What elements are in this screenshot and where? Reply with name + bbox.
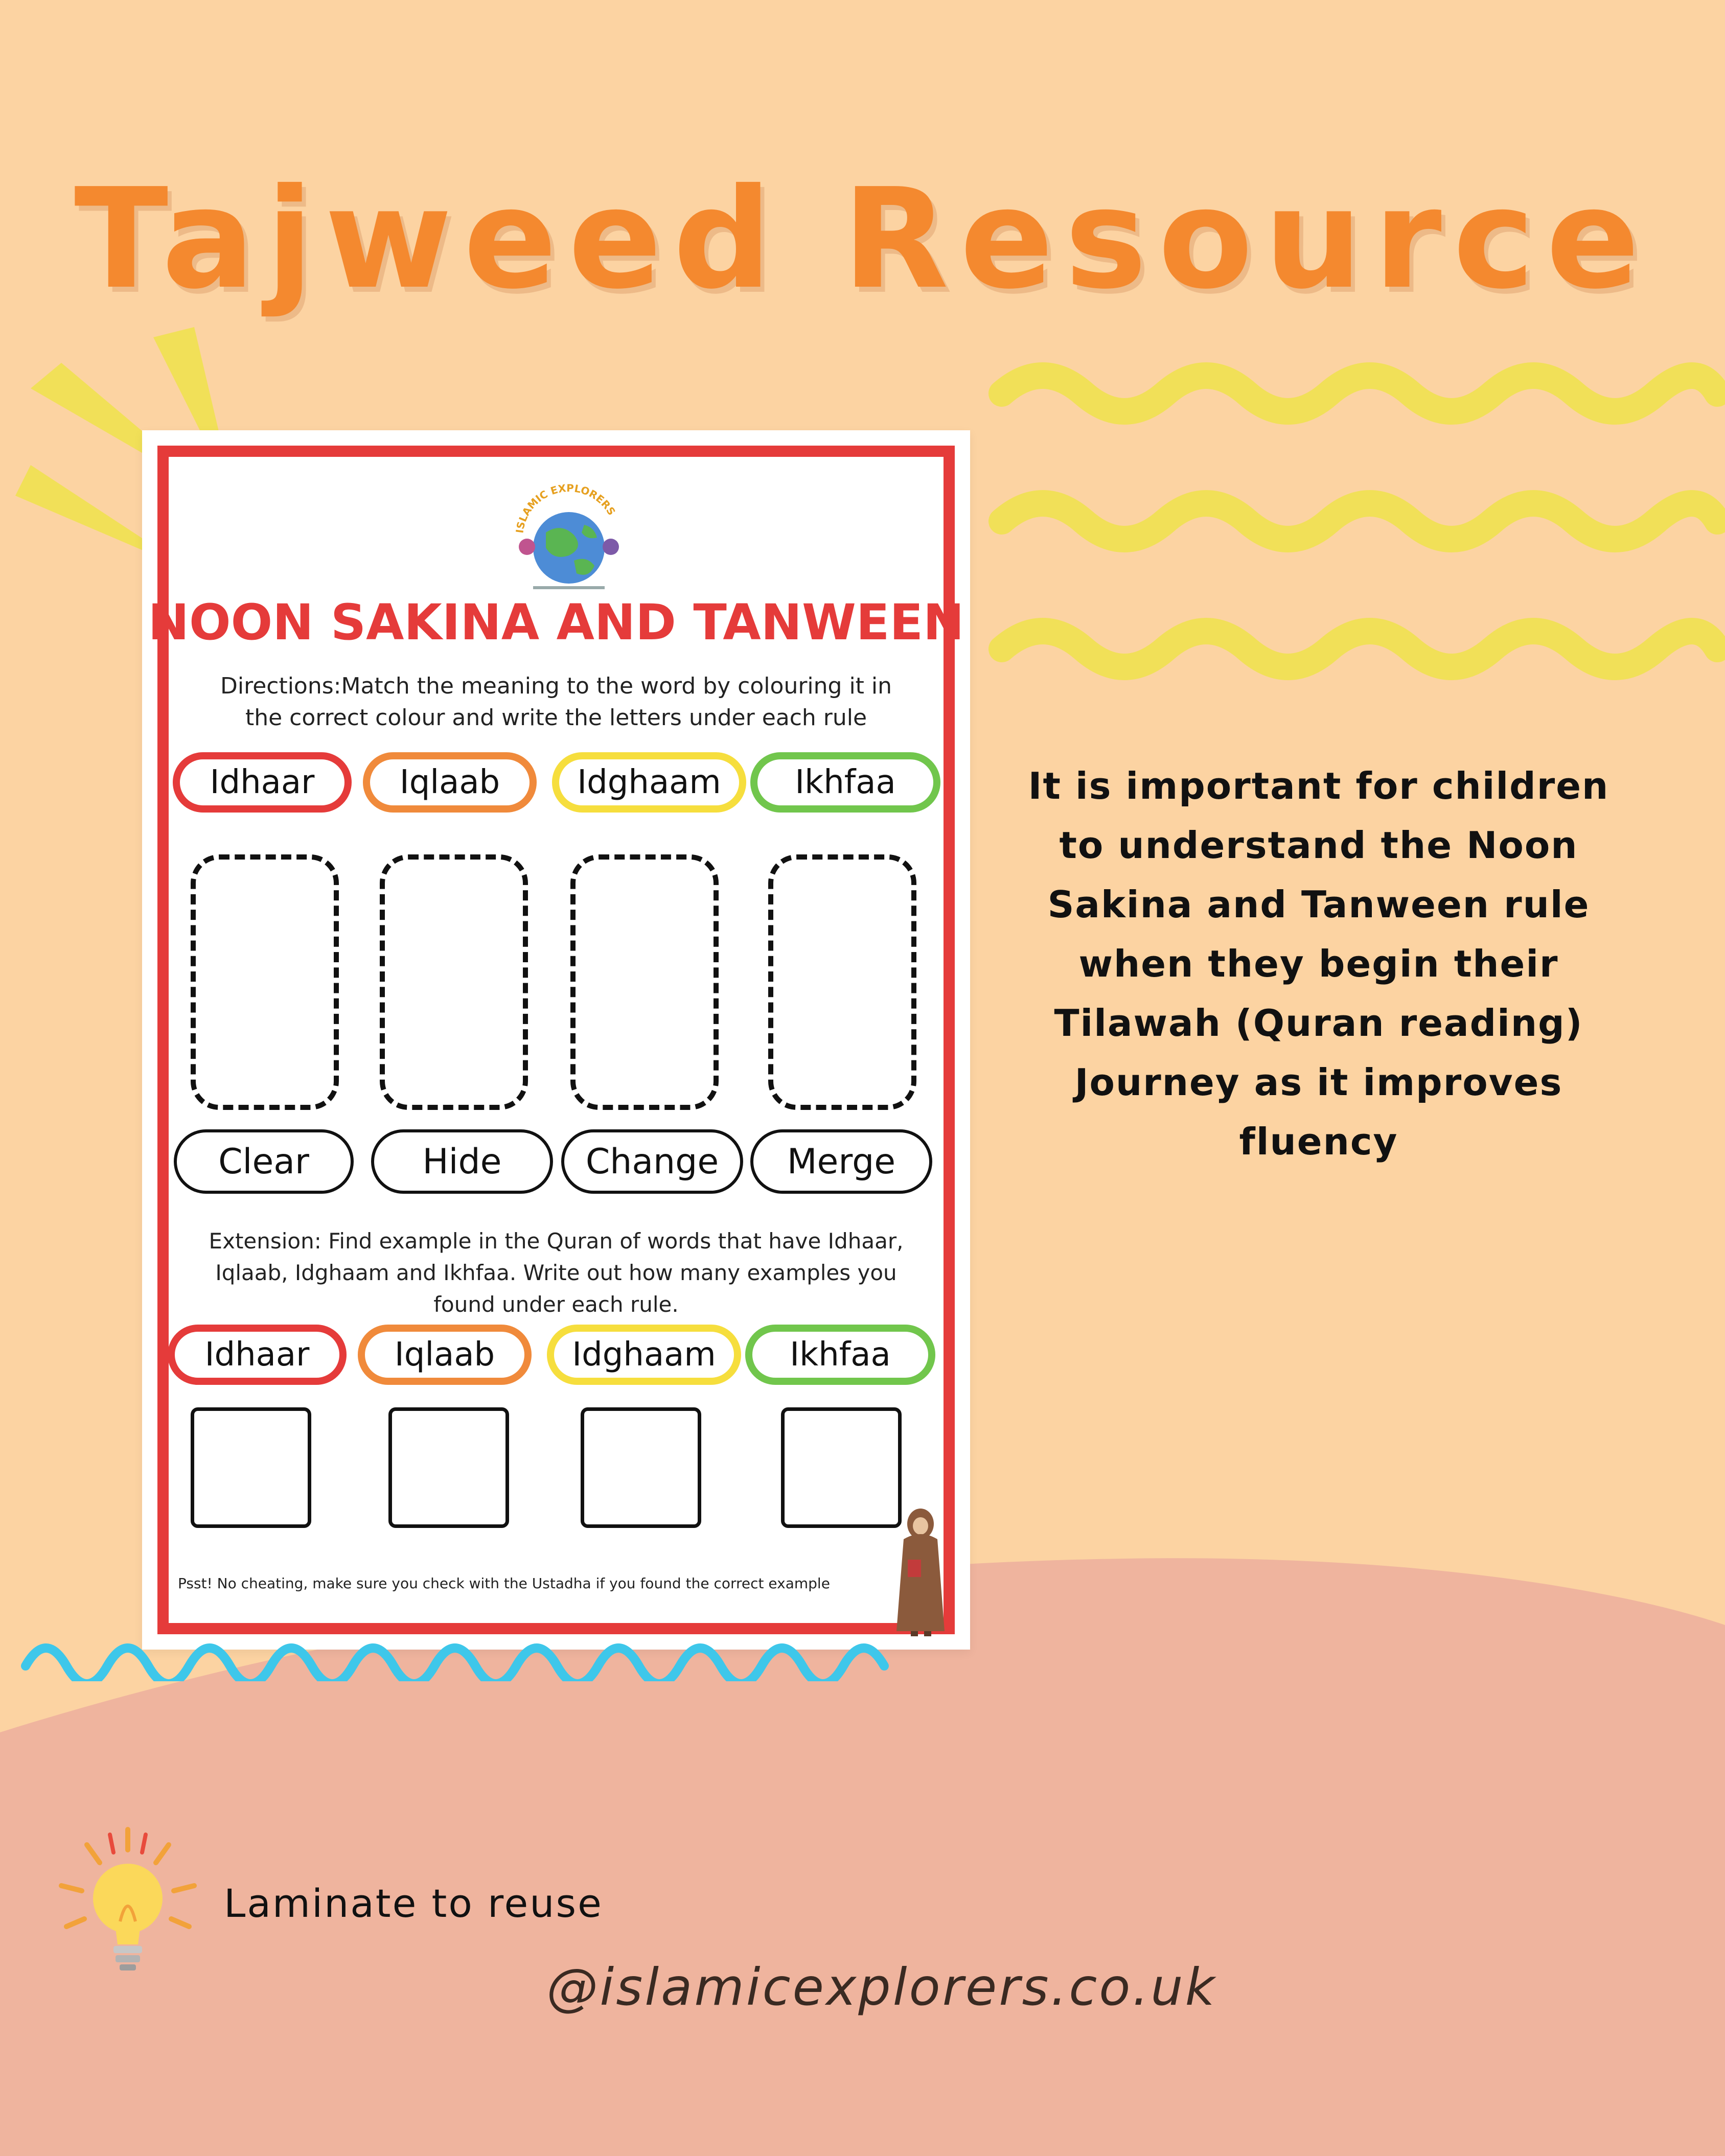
- rule-pill-ikhfaa: Ikhfaa: [745, 1325, 935, 1385]
- answer-box[interactable]: [581, 1407, 701, 1528]
- lightbulb-icon: [51, 1824, 204, 1978]
- rule-pill-iqlaab: Iqlaab: [363, 752, 537, 813]
- letters-box[interactable]: [768, 854, 916, 1110]
- answer-box[interactable]: [388, 1407, 509, 1528]
- rule-pill-idhaar: Idhaar: [173, 752, 352, 813]
- answer-box[interactable]: [781, 1407, 902, 1528]
- logo-text: ISLAMIC EXPLORERS: [513, 481, 618, 534]
- rule-pill-idghaam: Idghaam: [547, 1325, 741, 1385]
- wave-decoration: [986, 358, 1725, 726]
- worksheet: [142, 430, 970, 1650]
- rule-pill-idghaam: Idghaam: [552, 752, 746, 813]
- worksheet-directions: Directions:Match the meaning to the word by colouring it in the correct colour and write the letters under each rule: [220, 673, 892, 731]
- letters-box[interactable]: [570, 854, 719, 1110]
- meaning-pill-clear: Clear: [174, 1129, 354, 1194]
- letters-box[interactable]: [380, 854, 528, 1110]
- page-title: Tajweed Resource: [74, 158, 1651, 319]
- meaning-pill-change: Change: [561, 1129, 743, 1194]
- description-text: It is important for children to understand the Noon Sakina and Tanween rule when they begin their Tilawah (Quran reading) Journey as it improves fluency: [1028, 764, 1609, 1163]
- worksheet-extension: Extension: Find example in the Quran of words that have Idhaar, Iqlaab, Idghaam and Ikhfaa. Write out how many examples you found under each rule.: [209, 1228, 904, 1317]
- letters-box[interactable]: [191, 854, 339, 1110]
- teacher-figure: [892, 1503, 949, 1636]
- website-link[interactable]: @islamicexplorers.co.uk: [546, 1957, 1217, 2017]
- globe-logo: [497, 476, 640, 594]
- wave-decoration-blue: [20, 1620, 930, 1681]
- rules-row: [173, 752, 939, 819]
- worksheet-footer: Psst! No cheating, make sure you check with the Ustadha if you found the correct example: [178, 1575, 830, 1592]
- laminate-label: Laminate to reuse: [224, 1881, 603, 1926]
- rule-pill-ikhfaa: Ikhfaa: [750, 752, 940, 813]
- meaning-pill-hide: Hide: [371, 1129, 553, 1194]
- rule-pill-idhaar: Idhaar: [168, 1325, 347, 1385]
- meaning-pill-merge: Merge: [750, 1129, 932, 1194]
- rules-row: [173, 1325, 939, 1391]
- worksheet-title: NOON SAKINA AND TANWEEN: [148, 594, 964, 651]
- answer-box[interactable]: [191, 1407, 311, 1528]
- rule-pill-iqlaab: Iqlaab: [358, 1325, 532, 1385]
